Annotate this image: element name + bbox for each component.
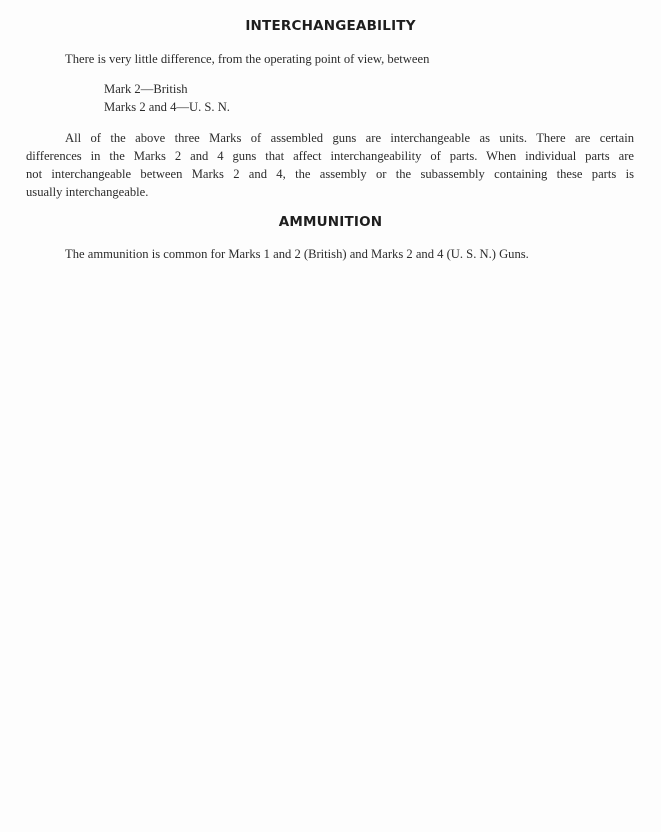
paragraph-line: All of the above three Marks of assembled guns are interchangeable as units. There are certain [65,131,634,145]
list-item: Mark 2—British [104,82,188,96]
paragraph-line: usually interchangeable. [26,185,149,199]
ammunition-text: The ammunition is common for Marks 1 and 2 (British) and Marks 2 and 4 (U. S. N.) Guns. [65,247,529,261]
intro-text: There is very little difference, from the operating point of view, between [65,52,430,66]
section-heading-ammunition: AMMUNITION [278,214,383,230]
paragraph-line: differences in the Marks 2 and 4 guns that affect interchangeability of parts. When individual parts are [26,149,634,163]
list-item: Marks 2 and 4—U. S. N. [104,100,230,114]
paragraph-line: not interchangeable between Marks 2 and 4, the assembly or the subassembly containing these parts is [26,167,634,181]
section-heading-interchangeability: INTERCHANGEABILITY [245,18,416,34]
